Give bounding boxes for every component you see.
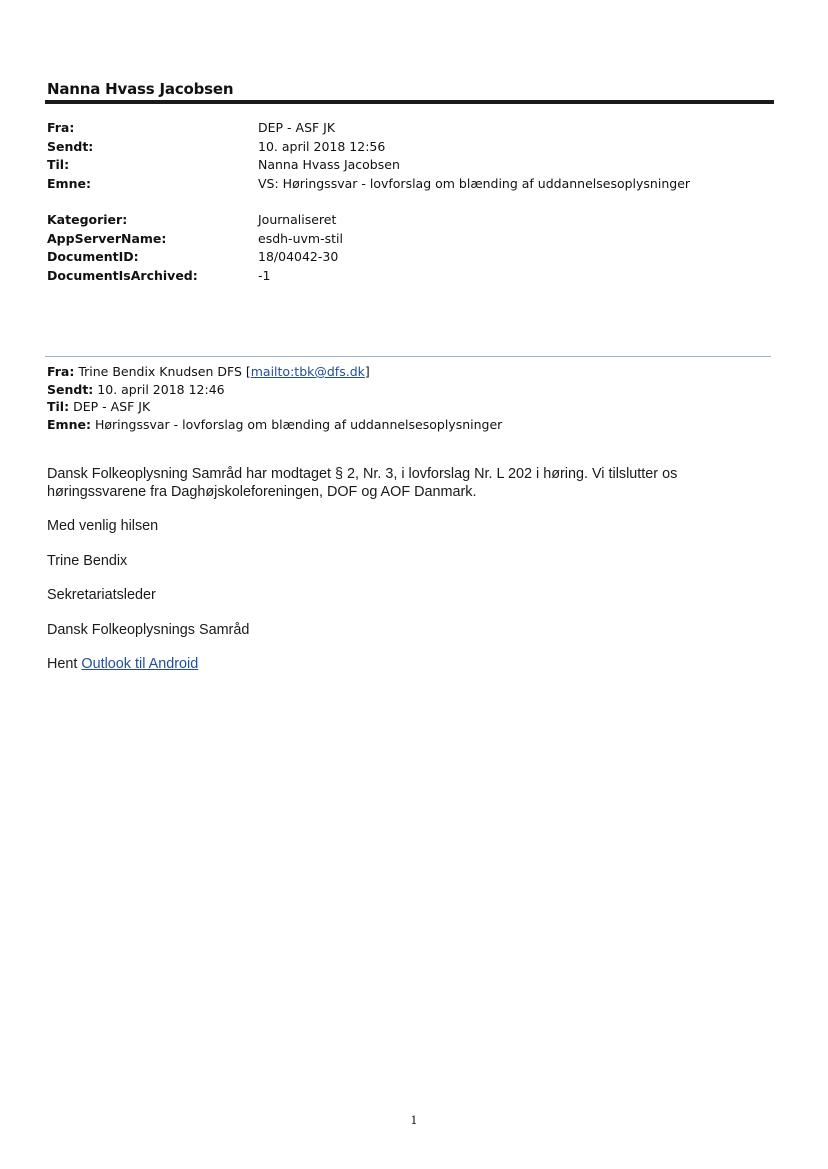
appservername-value: esdh-uvm-stil: [258, 230, 343, 246]
categories-value: Journaliseret: [258, 212, 337, 227]
forwarded-subject-label: Emne:: [47, 416, 91, 432]
forwarded-sent-line: [47, 381, 502, 399]
forwarded-from-line: [47, 363, 502, 381]
from-label: Fra:: [47, 120, 75, 135]
body-signer: Trine Bendix: [47, 552, 128, 569]
forwarded-subject-value: Høringssvar - lovforslag om blænding af uddannelsesoplysninger: [94, 416, 503, 432]
to-value: Nanna Hvass Jacobsen: [258, 157, 400, 172]
document-title: Nanna Hvass Jacobsen: [47, 80, 234, 98]
from-value: DEP - ASF JK: [258, 120, 336, 135]
sent-label: Sendt:: [47, 138, 94, 154]
forwarded-subject-line: [47, 416, 502, 434]
categories-label: Kategorier:: [47, 212, 128, 227]
forwarded-to-label: Til:: [47, 399, 70, 414]
archived-value: -1: [258, 267, 271, 283]
forwarded-sent-value: 10. april 2018 12:46: [97, 381, 225, 397]
body-org: Dansk Folkeoplysnings Samråd: [47, 621, 250, 638]
archived-label: DocumentIsArchived:: [47, 267, 198, 283]
forwarded-from-value: Trine Bendix Knudsen DFS [: [78, 364, 251, 379]
forwarded-header: [47, 363, 502, 433]
forwarded-to-value: DEP - ASF JK: [73, 399, 151, 414]
forwarded-to-line: [47, 398, 502, 416]
title-rule: [45, 100, 774, 104]
outlook-android-link[interactable]: Outlook til Android: [81, 656, 199, 672]
body-paragraph: Dansk Folkeoplysning Samråd har modtaget § 2, Nr. 3, i lovforslag Nr. L 202 i høring. Vi tilslutter os høringssvarene fra Daghøjskoleforeningen, DOF og AOF Danmark.: [47, 466, 678, 500]
subject-label: Emne:: [47, 175, 91, 191]
forwarded-from-label: Fra:: [47, 364, 75, 379]
forwarded-sent-label: Sendt:: [47, 381, 94, 397]
forwarded-from-close: ]: [364, 364, 370, 379]
body-role: Sekretariatsleder: [47, 587, 156, 603]
body-footer: [47, 656, 747, 674]
sent-value: 10. april 2018 12:56: [258, 138, 386, 154]
subject-value: VS: Høringssvar - lovforslag om blænding af uddannelsesoplysninger: [258, 175, 691, 191]
footer-prefix: Hent: [47, 656, 82, 672]
forward-separator: [45, 356, 771, 357]
documentid-label: DocumentID:: [47, 249, 139, 264]
forwarded-from-email-link[interactable]: mailto:tbk@dfs.dk: [250, 364, 365, 379]
to-label: Til:: [47, 157, 70, 172]
message-body: [47, 466, 747, 691]
documentid-value: 18/04042-30: [258, 249, 339, 264]
page-number: 1: [410, 1114, 418, 1127]
appservername-label: AppServerName:: [47, 230, 167, 246]
body-greeting: Med venlig hilsen: [47, 518, 159, 534]
